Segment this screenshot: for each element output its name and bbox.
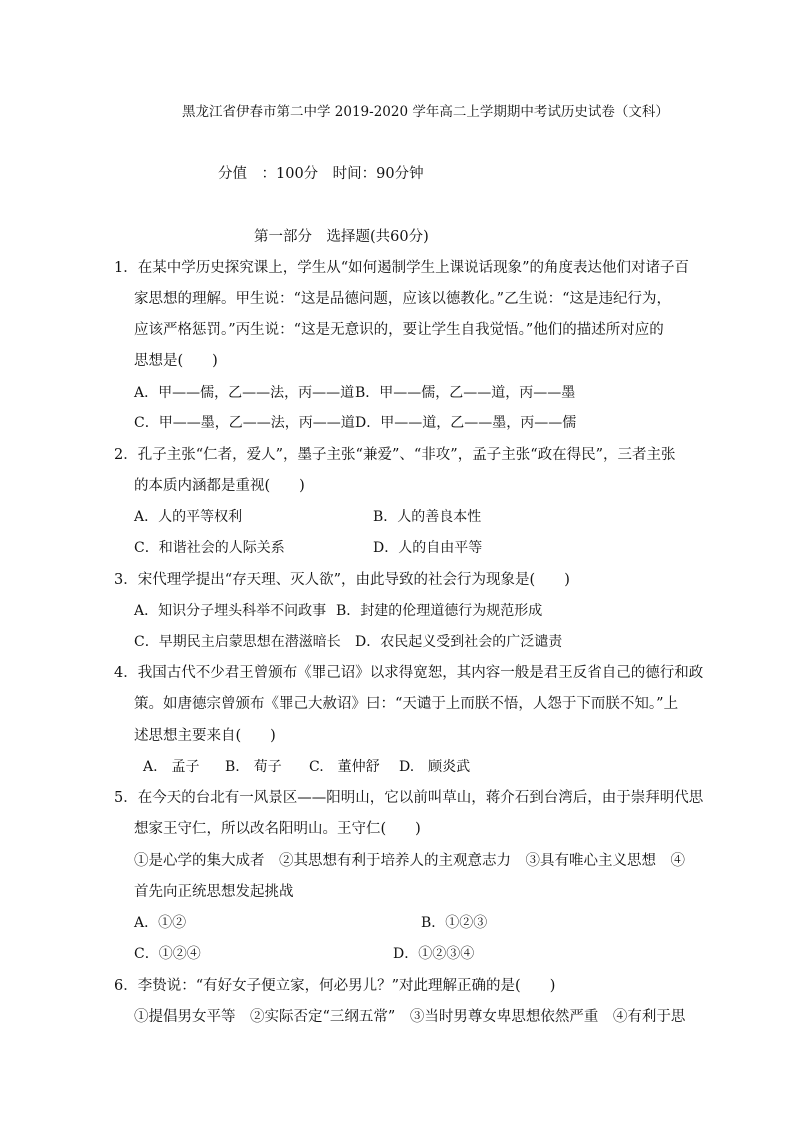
option-a: A．甲——儒，乙——法，丙——道 bbox=[134, 385, 355, 401]
exam-title: 黑龙江省伊春市第二中学 2019-2020 学年高二上学期期中考试历史试卷（文科） bbox=[182, 104, 669, 120]
question-text-line: 4．我国古代不少君王曾颁布《罪己诏》以求得宽恕，其内容一般是君王反省自己的德行和政 bbox=[114, 665, 704, 681]
option-d: D．甲——道，乙——墨，丙——儒 bbox=[355, 415, 577, 431]
option-a: A．知识分子埋头科举不问政事 bbox=[134, 603, 327, 619]
option-d: D. 顾炎武 bbox=[399, 759, 471, 775]
option-c: C．①②④ bbox=[134, 946, 201, 962]
option-b: B. 荀子 bbox=[225, 759, 282, 775]
question-text-line: 家思想的理解。甲生说：“这是品德问题，应该以德教化。”乙生说：“这是违纪行为， bbox=[134, 291, 671, 307]
option-b: B．人的善良本性 bbox=[373, 509, 482, 525]
question-text-line: 策。如唐德宗曾颁布《罪己大赦诏》曰：“天谴于上而朕不悟，人怨于下而朕不知。”上 bbox=[134, 696, 679, 712]
option-d: D．人的自由平等 bbox=[373, 540, 483, 556]
option-d: D．农民起义受到社会的广泛谴责 bbox=[355, 634, 563, 650]
option-a: A．人的平等权利 bbox=[134, 509, 243, 525]
question-text-line: 3．宋代理学提出“存天理、灭人欲”，由此导致的社会行为现象是( ) bbox=[114, 572, 570, 588]
question-text-line: 述思想主要来自( ) bbox=[134, 728, 276, 744]
option-c: C．甲——墨，乙——法，丙——道 bbox=[134, 415, 355, 431]
option-c: C. 董仲舒 bbox=[309, 759, 380, 775]
option-a: A. 孟子 bbox=[143, 759, 200, 775]
option-c: C．和谐社会的人际关系 bbox=[134, 540, 285, 556]
option-b: B．封建的伦理道德行为规范形成 bbox=[336, 603, 543, 619]
option-d: D．①②③④ bbox=[393, 946, 475, 962]
option-b: B．①②③ bbox=[421, 915, 488, 931]
question-text-line: 2．孔子主张“仁者，爱人”，墨子主张“兼爱”、“非攻”，孟子主张“政在得民”，三者主张 bbox=[114, 447, 676, 463]
question-text-line: ①是心学的集大成者 ②其思想有利于培养人的主观意志力 ③具有唯心主义思想 ④ bbox=[134, 853, 685, 869]
question-text-line: 首先向正统思想发起挑战 bbox=[134, 884, 294, 900]
score-time-info: 分值 ：100分 时间：90分钟 bbox=[218, 166, 424, 182]
question-text-line: 的本质内涵都是重视( ) bbox=[134, 478, 305, 494]
question-text-line: 6．李贽说：“有好女子便立家，何必男儿？”对此理解正确的是( ) bbox=[114, 978, 556, 994]
question-text-line: 想家王守仁，所以改名阳明山。王守仁( ) bbox=[134, 821, 421, 837]
question-text-line: 1．在某中学历史探究课上，学生从“如何遏制学生上课说话现象”的角度表达他们对诸子百 bbox=[114, 260, 690, 276]
question-text-line: 5．在今天的台北有一风景区——阳明山，它以前叫草山，蒋介石到台湾后，由于崇拜明代思 bbox=[114, 790, 704, 806]
question-text-line: 应该严格惩罚。”丙生说：“这是无意识的，要让学生自我觉悟。”他们的描述所对应的 bbox=[134, 322, 664, 338]
option-a: A．①② bbox=[134, 915, 187, 931]
option-c: C．早期民主启蒙思想在潜滋暗长 bbox=[134, 634, 341, 650]
option-b: B．甲——儒，乙——道，丙——墨 bbox=[355, 385, 576, 401]
question-text-line: ①提倡男女平等 ②实际否定“三纲五常” ③当时男尊女卑思想依然严重 ④有利于思 bbox=[134, 1009, 686, 1025]
question-text-line: 思想是( ) bbox=[134, 353, 218, 369]
section-heading: 第一部分 选择题(共60分) bbox=[254, 229, 429, 245]
